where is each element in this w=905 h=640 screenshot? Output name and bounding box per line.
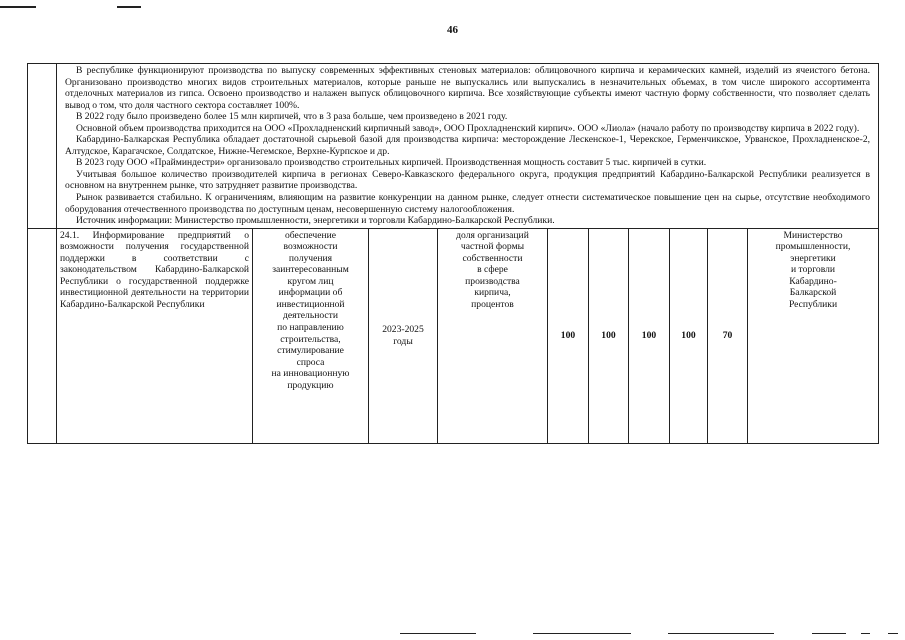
indicator-value: 100 [548, 228, 589, 443]
purpose-line: информации об [278, 287, 343, 299]
indicator-line: кирпича, [474, 287, 511, 299]
responsible-line: промышленности, [775, 241, 851, 253]
purpose-line: получения [288, 252, 333, 264]
purpose-line: стимулирование [277, 345, 344, 357]
purpose-line: по направлению [277, 322, 344, 334]
scan-artifact-line [888, 633, 898, 634]
narrative-paragraph: В 2022 году было произведено более 15 млн кирпичей, что в 3 раза больше, чем произведено в 2021 году. [76, 111, 508, 123]
purpose-line: на инновационную [271, 368, 350, 380]
responsible-line: Балкарской [789, 287, 837, 299]
narrative-paragraph: Рынок развивается стабильно. К ограничениям, влияющим на развитие конкуренции на данном рынке, следует отнести систематическое повышение цен на сырье, отсутствие необходимого оборудования отечественного производства по доступным ценам, несовершенную систему налогообложения. [65, 192, 871, 215]
scan-artifact-line [400, 633, 476, 634]
purpose-line: деятельности [283, 310, 338, 322]
program-table [27, 63, 879, 444]
responsible-line: Министерство [783, 229, 843, 241]
purpose-line: кругом лиц [287, 275, 334, 287]
narrative-cell [57, 64, 879, 229]
source-note: Источник информации: Министерство промышленности, энергетики и торговли Кабардино-Балкарской Республики. [76, 215, 555, 227]
scan-artifact-line [668, 633, 774, 634]
indicator-line: производства [465, 275, 520, 287]
narrative-paragraph: Учитывая большое количество производителей кирпича в регионах Северо-Кавказского федерального округа, продукция предприятий Кабардино-Балкарской Республики реализуется в основном на внутреннем рынке, что затрудняет развитие производства. [65, 168, 871, 192]
narrative-paragraph: В республике функционируют производства по выпуску современных эффективных стеновых материалов: облицовочного кирпича и керамических камней, изделий из ячеистого бетона. Организовано производство многих видов строительных материалов, которые раньше не выпускались или выпускались в незначительных объемах, в том числе широкого ассортимента отделочных материалов из гипса. Освоено производство и налажен выпуск облицовочного кирпича. Все хозяйствующие субъекты имеют частную форму собственности, что позволяет сделать вывод о том, что доля частного сектора составляет 100%. [65, 65, 871, 111]
indicator-line: доля организаций [456, 229, 529, 241]
purpose-line: возможности [283, 241, 338, 253]
purpose-line: заинтересованным [272, 264, 349, 276]
responsible-line: Республики [788, 298, 838, 310]
narrative-paragraph: Кабардино-Балкарская Республика обладает достаточной сырьевой базой для производства кирпича: месторождение Лескенское-1, Черекское, Герменчикское, Урванское, Прохладненское-2, Алтудское, Карагачское, Солдатское, Нижне-Чегемское, Верхне-Курпское и др. [65, 134, 871, 157]
measure-purpose [253, 228, 369, 443]
period-line: 2023-2025 [382, 324, 424, 336]
indicator-line: собственности [462, 252, 523, 264]
narrative-paragraph: Основной объем производства приходится на ООО «Прохладненский кирпичный завод», ООО Прохладненский кирпич». ООО «Лиола» (начало работу по производству кирпича в 2022 году). [76, 122, 860, 134]
purpose-line: инвестиционной [276, 298, 345, 310]
purpose-line: обеспечение [284, 229, 337, 241]
indicator-line: частной формы [460, 241, 525, 253]
purpose-line: строительства, [280, 333, 341, 345]
narrative-paragraph: В 2023 году ООО «Прайминдестри» организовало производство строительных кирпичей. Производственная мощность составит 5 тыс. кирпичей в сутки. [76, 157, 707, 169]
measure-description: 24.1. Информирование предприятий о возможности получения государственной поддержки в соответствии с законодательством Кабардино-Балкарской Республики о государственной поддержке инвестиционной деятельности на территории Кабардино-Балкарской Республики [57, 228, 253, 443]
scan-artifact-line [533, 633, 631, 634]
page-number: 46 [447, 24, 458, 36]
scan-artifact-line [117, 6, 141, 8]
target-indicator [438, 228, 548, 443]
indicator-value: 70 [708, 228, 748, 443]
measure-row [28, 228, 879, 443]
purpose-line: спроса [296, 356, 325, 368]
period-line: годы [393, 335, 413, 347]
narrative-row [28, 64, 879, 229]
responsible-line: Кабардино- [789, 275, 837, 287]
responsible-executor [748, 228, 879, 443]
indicator-line: в сфере [477, 264, 508, 276]
scan-artifact-line [0, 6, 36, 8]
indicator-value: 100 [589, 228, 629, 443]
indicator-value: 100 [629, 228, 670, 443]
scan-artifact-line [861, 633, 870, 634]
implementation-period [369, 228, 438, 443]
scan-artifact-line [812, 633, 846, 634]
purpose-line: продукцию [287, 379, 334, 391]
indicator-value: 100 [670, 228, 708, 443]
empty-margin-cell [28, 64, 57, 229]
responsible-line: и торговли [791, 264, 836, 276]
responsible-line: энергетики [790, 252, 836, 264]
empty-margin-cell [28, 228, 57, 443]
indicator-line: процентов [471, 298, 514, 310]
